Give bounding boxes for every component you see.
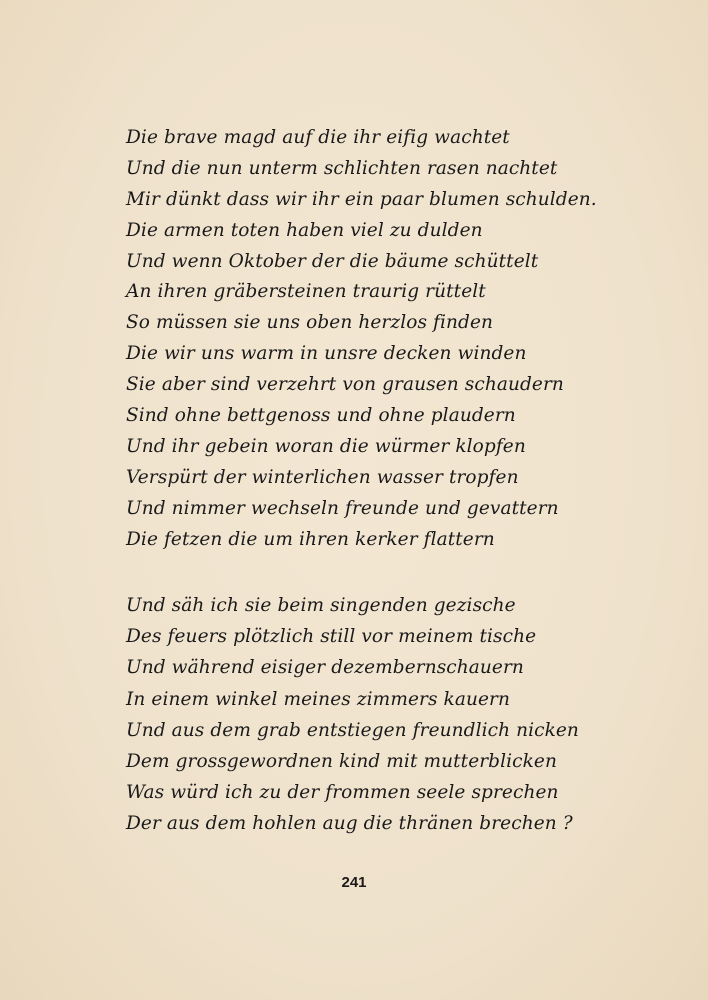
poem-line: Dem grossgewordnen kind mit mutterblicken	[126, 750, 557, 772]
poem-line: Die wir uns warm in unsre decken winden	[126, 343, 527, 365]
poem-line: Sind ohne bettgenoss und ohne plaudern	[126, 405, 516, 427]
poem-line: Und während eisiger dezembernschauern	[126, 657, 524, 679]
poem-line: Mir dünkt dass wir ihr ein paar blumen schulden.	[126, 188, 597, 210]
poem-line: Sie aber sind verzehrt von grausen schaudern	[126, 374, 564, 396]
poem-line: Die fetzen die um ihren kerker flattern	[126, 528, 495, 550]
poem-line: Die armen toten haben viel zu dulden	[126, 219, 483, 241]
poem-line: Verspürt der winterlichen wasser tropfen	[126, 466, 519, 488]
poem-line: Und aus dem grab entstiegen freundlich nicken	[126, 719, 579, 741]
poem-stanza-2	[126, 590, 596, 840]
poem-line: So müssen sie uns oben herzlos finden	[126, 312, 494, 334]
poem-line: Und säh ich sie beim singenden gezische	[126, 595, 516, 616]
poem-stanza-1	[126, 123, 596, 555]
poem-line: Und ihr gebein woran die würmer klopfen	[126, 435, 526, 457]
poem-line: Die brave magd auf die ihr eifig wachtet	[126, 127, 510, 148]
page-number: 241	[341, 874, 367, 891]
poem-line: Und die nun unterm schlichten rasen nachtet	[126, 157, 558, 179]
poem-line: Und nimmer wechseln freunde und gevattern	[126, 497, 559, 519]
poem-line: Und wenn Oktober der die bäume schüttelt	[126, 250, 539, 272]
poem-line: In einem winkel meines zimmers kauern	[126, 688, 510, 710]
poem-line: Des feuers plötzlich still vor meinem tische	[126, 626, 537, 648]
poem-line: Der aus dem hohlen aug die thränen brechen ?	[126, 813, 573, 835]
poem-line: Was würd ich zu der frommen seele sprechen	[126, 782, 559, 804]
poem-line: An ihren gräbersteinen traurig rüttelt	[126, 281, 486, 303]
